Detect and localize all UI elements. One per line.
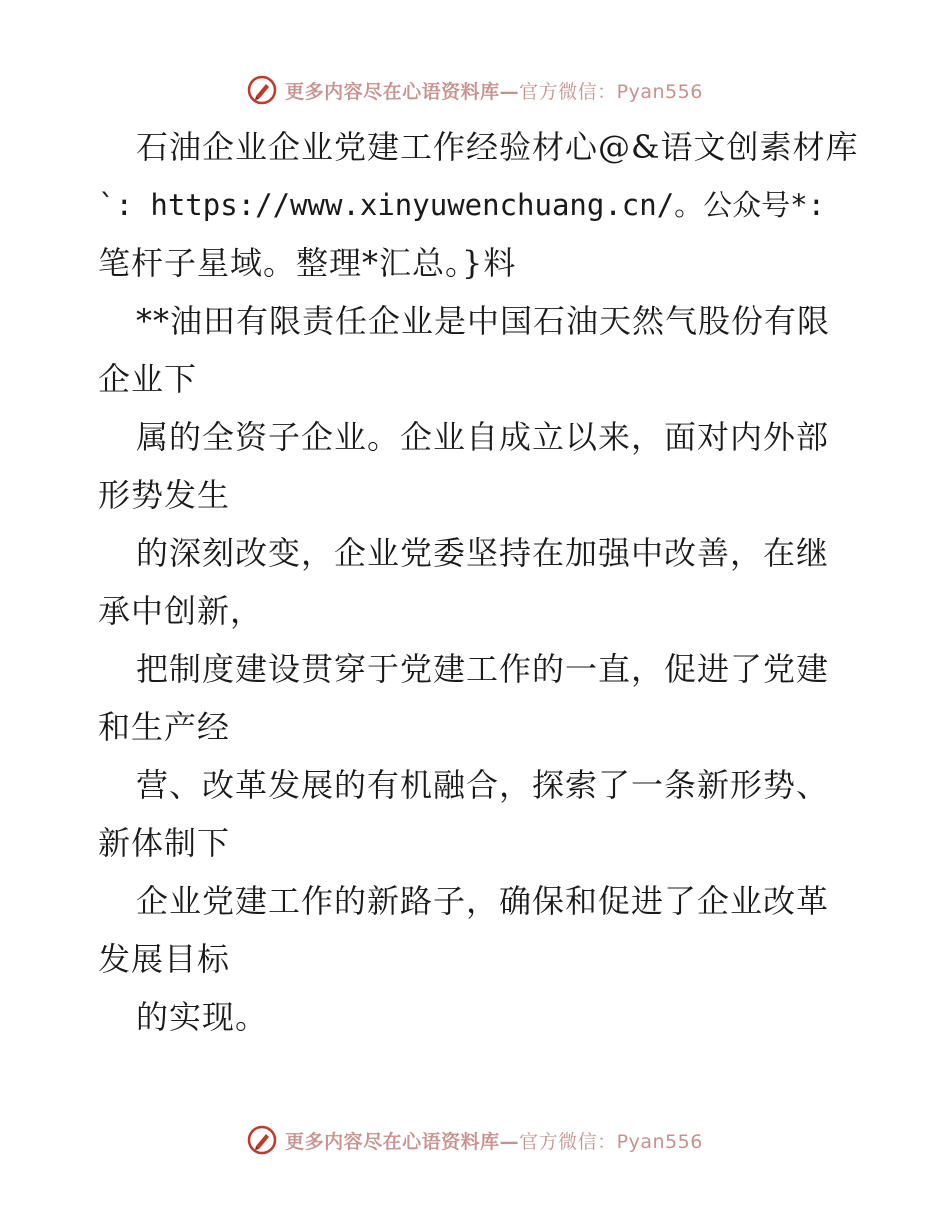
body-line: 的实现。 [136, 998, 269, 1036]
body-line: 石油企业企业党建工作经验材心@&语文创素材库 [136, 128, 859, 166]
pen-logo-icon [247, 1125, 277, 1155]
body-line: 承中创新， [98, 592, 264, 630]
body-line: 属的全资子企业。企业自成立以来，面对内外部 [136, 418, 830, 456]
footer-banner [0, 1120, 950, 1160]
header-banner [0, 70, 950, 110]
document-body [98, 118, 858, 1046]
body-line: 的深刻改变，企业党委坚持在加强中改善，在继 [136, 534, 830, 572]
body-line: 企业下 [98, 360, 198, 398]
body-line: 发展目标 [98, 940, 231, 978]
body-line: 新体制下 [98, 824, 231, 862]
body-line: 把制度建设贯穿于党建工作的一直，促进了党建 [136, 650, 830, 688]
pen-logo-icon [247, 75, 277, 105]
body-line: 和生产经 [98, 708, 231, 746]
body-line: 企业党建工作的新路子，确保和促进了企业改革 [136, 882, 830, 920]
body-line: 营、改革发展的有机融合，探索了一条新形势、 [136, 766, 830, 804]
body-line: 笔杆子星域。整理*汇总。}料 [98, 244, 517, 282]
banner-title: 更多内容尽在心语资料库—官方微信：Pyan556 [285, 80, 703, 103]
body-line: 形势发生 [98, 476, 231, 514]
banner-title: 更多内容尽在心语资料库—官方微信：Pyan556 [285, 1130, 703, 1153]
body-line: `: https://www.xinyuwenchuang.cn/。公众号*: [98, 188, 826, 222]
body-line: **油田有限责任企业是中国石油天然气股份有限 [136, 302, 831, 340]
